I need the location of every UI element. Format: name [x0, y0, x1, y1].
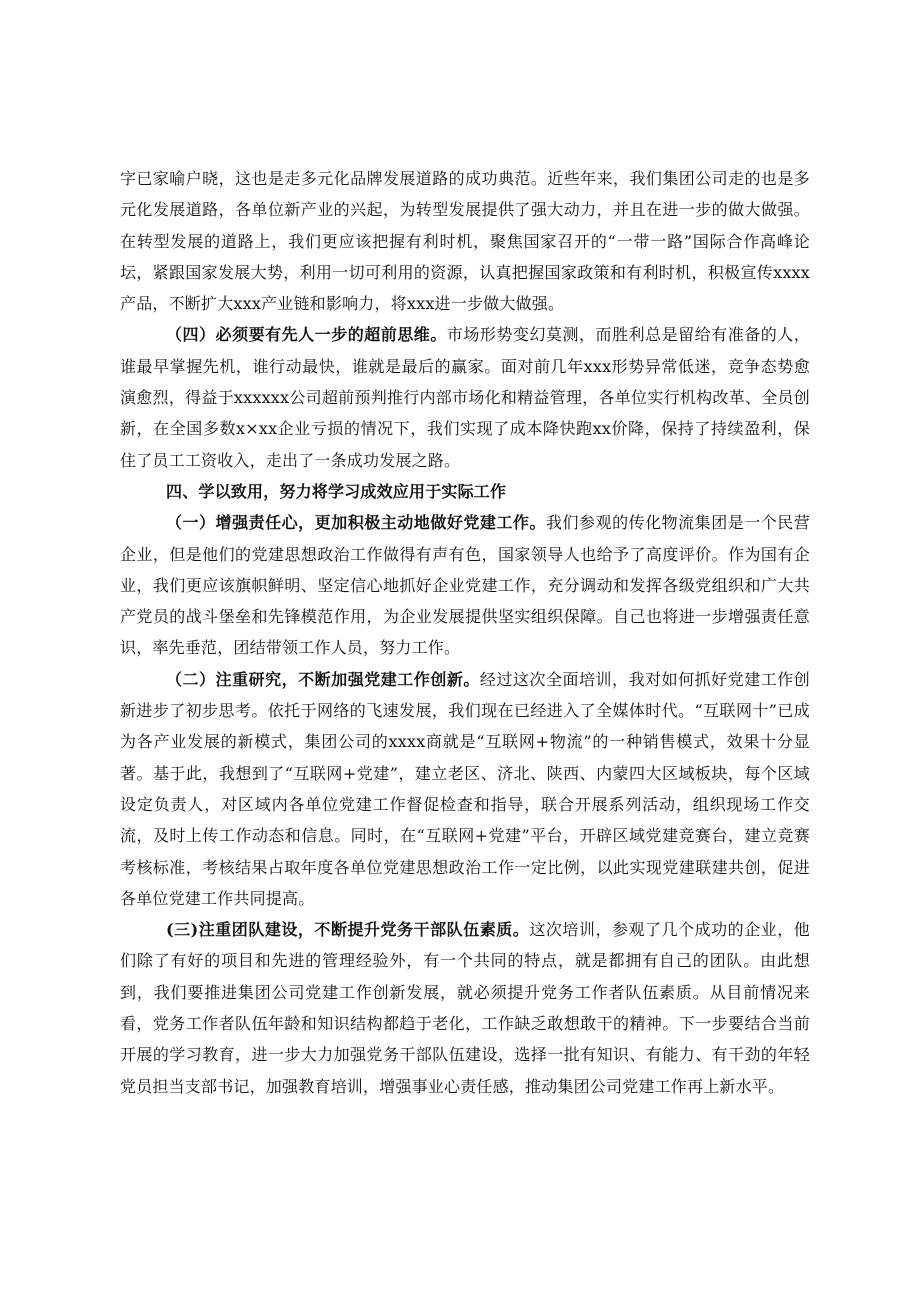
paragraph-innovation [120, 664, 810, 914]
section-heading-4: 四、学以致用，努力将学习成效应用于实际工作 [166, 481, 507, 501]
paragraph-body-2: 经过这次全面培训，我对如何抓好党建工作创新进步了初步思考。依托于网络的飞速发展，我们现在已经进入了全媒体时代。“互联网十”已成为各产业发展的新模式，集团公司的xxxx商就是“互联网+物流”的一种销售模式，效果十分显著。基于此，我想到了“互联网+党建”，建立老区、济北、陕西、内蒙四大区域板块，每个区域设定负责人，对区域内各单位党建工作督促检查和指导，联合开展系列活动，组织现场工作交流，及时上传工作动态和信息。同时，在“互联网+党建”平台，开辟区域党建竞赛台，建立竞赛考核标准，考核结果占取年度各单位党建思想政治工作一定比例，以此实现党建联建共创，促进各单位党建工作共同提高。 [120, 669, 810, 908]
paragraph-body-3: 这次培训，参观了几个成功的企业，他们除了有好的项目和先进的管理经验外，有一个共同的特点，就是都拥有自己的团队。由此想到，我们要推进集团公司党建工作创新发展，就必须提升党务工作者队伍素质。从目前情况来看，党务工作者队伍年龄和知识结构都趋于老化，工作缺乏敢想敢干的精神。下一步要结合当前开展的学习教育，进一步大力加强党务干部队伍建设，选择一批有知识、有能力、有干劲的年轻党员担当支部书记，加强教育培训，增强事业心责任感，推动集团公司党建工作再上新水平。 [120, 920, 810, 1096]
paragraph-body-1: 我们参观的传化物流集团是一个民营企业，但是他们的党建思想政治工作做得有声有色，国家领导人也给予了高度评价。作为国有企业，我们更应该旗帜鲜明、坚定信心地抓好企业党建工作，充分调动和发挥各级党组织和广大共产党员的战斗堡垒和先锋模范作用，为企业发展提供坚实组织保障。自己也将进一步增强责任意识，率先垂范，团结带领工作人员，努力工作。 [120, 513, 810, 658]
paragraph-responsibility [120, 507, 810, 663]
paragraph-forward-thinking [120, 319, 810, 475]
paragraph-continued: 字已家喻户晓，这也是走多元化品牌发展道路的成功典范。近些年来，我们集团公司走的也是多元化发展道路，各单位新产业的兴起，为转型发展提供了强大动力，并且在进一步的做大做强。在转型发展的道路上，我们更应该把握有利时机，聚焦国家召开的“一带一路”国际合作高峰论坛，紧跟国家发展大势，利用一切可利用的资源，认真把握国家政策和有利时机，积极宣传xxxx产品，不断扩大xxx产业链和影响力，将xxx进一步做大做强。 [120, 169, 810, 314]
paragraph-lead-2: （二）注重研究，不断加强党建工作创新。 [166, 669, 480, 689]
paragraph-lead-1: （一）增强责任心，更加积极主动地做好党建工作。 [166, 513, 546, 533]
paragraph-team-building [120, 914, 810, 1102]
document-body [120, 163, 810, 1102]
paragraph-lead-4: （四）必须要有先人一步的超前思维。 [166, 325, 447, 345]
paragraph-lead-3: (三)注重团队建设，不断提升党务干部队伍素质。 [166, 920, 530, 940]
paragraph-body-4: 市场形势变幻莫测，而胜利总是留给有准备的人，谁最早掌握先机，谁行动最快，谁就是最后的赢家。面对前几年xxx形势异常低迷，竞争态势愈演愈烈，得益于xxxxxx公司超前预判推行内部市场化和精益管理，各单位实行机构改革、全员创新，在全国多数x×xx企业亏损的情况下，我们实现了成本降快跑xx价降，保持了持续盈利，保住了员工工资收入，走出了一条成功发展之路。 [120, 325, 810, 470]
